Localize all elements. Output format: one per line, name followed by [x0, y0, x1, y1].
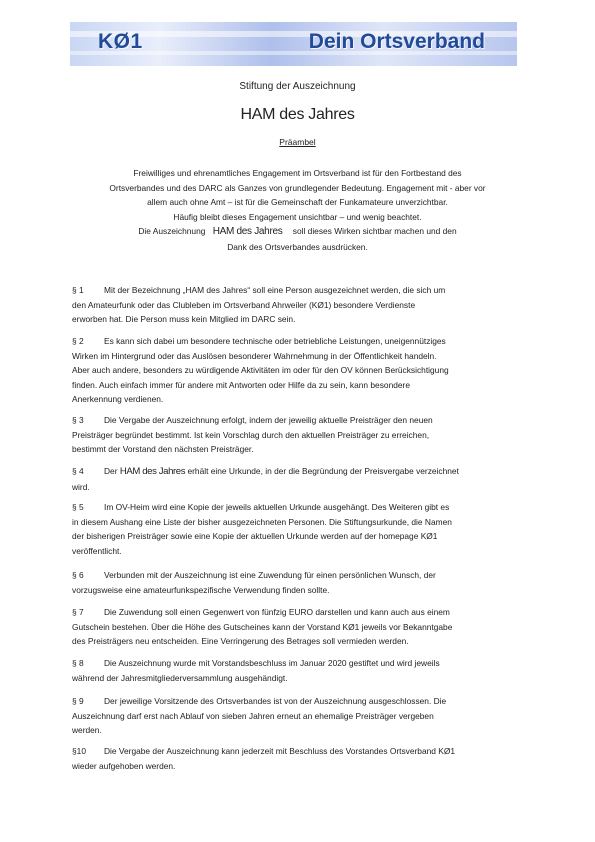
paragraph-number: § 1 [72, 285, 84, 295]
paragraph-text: Mit der Bezeichnung „HAM des Jahres“ soll eine Person ausgezeichnet werden, die sich um [104, 285, 446, 295]
paragraph-text: Die Vergabe der Auszeichnung kann jederzeit mit Beschluss des Vorstandes Ortsverband KØ1 [104, 746, 456, 756]
paragraph-text: Im OV-Heim wird eine Kopie der jeweils aktuellen Urkunde ausgehängt. Des Weiteren gibt es [104, 502, 450, 512]
paragraph-line [72, 334, 525, 349]
paragraph-2 [72, 334, 525, 407]
paragraph-line: des Preisträgers neu entscheiden. Eine Verringerung des Betrages soll vermieden werden. [72, 636, 409, 647]
preamble-award-title: HAM des Jahres [212, 226, 283, 238]
paragraph-text: Die Zuwendung soll einen Gegenwert von fünfzig EURO darstellen und kann auch aus einem [104, 607, 450, 617]
paragraph-line [72, 568, 525, 583]
paragraph-9 [72, 694, 525, 738]
paragraph-line: Anerkennung verdienen. [72, 394, 164, 405]
paragraph-line [72, 656, 525, 671]
paragraph-text: Die Auszeichnung wurde mit Vorstandsbeschluss im Januar 2020 gestiftet und wird jeweils [104, 658, 440, 668]
paragraph-4 [72, 464, 525, 494]
paragraph-3 [72, 413, 525, 457]
paragraph-line: erworben hat. Die Person muss kein Mitglied im DARC sein. [72, 314, 296, 325]
paragraph-line: Auszeichnung darf erst nach Ablauf von sieben Jahren erneut an ehemalige Preisträger vergeben [72, 710, 434, 721]
document-title: HAM des Jahres [240, 106, 355, 123]
paragraph-line: bestimmt der Vorstand den nächsten Preisträger. [72, 444, 254, 455]
paragraph-5 [72, 500, 525, 558]
paragraph-line [72, 744, 525, 759]
paragraph-text: erhält eine Urkunde, in der die Begründung der Preisvergabe verzeichnet [187, 466, 459, 476]
preamble [0, 166, 595, 255]
paragraph-8 [72, 656, 525, 685]
paragraph-line: werden. [72, 725, 102, 736]
banner-org-name: Dein Ortsverband [308, 30, 485, 53]
paragraph-line [72, 464, 525, 480]
paragraph-text: Der [104, 466, 118, 476]
paragraph-number: § 6 [72, 570, 84, 580]
preamble-line: Freiwilliges und ehrenamtliches Engagement im Ortsverband ist für den Fortbestand des [133, 168, 462, 178]
paragraph-number: § 2 [72, 336, 84, 346]
paragraph-line: während der Jahresmitgliederversammlung ausgehändigt. [72, 672, 288, 683]
paragraph-text: Verbunden mit der Auszeichnung ist eine Zuwendung für einen persönlichen Wunsch, der [104, 570, 436, 580]
preamble-line: Ortsverbandes und des DARC als Ganzes von grundlegender Bedeutung. Engagement mit - aber vor [109, 182, 486, 193]
preamble-line: allem auch ohne Amt – ist für die Gemeinschaft der Funkamateure unverzichtbar. [147, 197, 448, 208]
banner-callsign: KØ1 [98, 30, 143, 53]
preamble-heading: Präambel [279, 137, 316, 147]
paragraph-line: Gutschein bestehen. Über die Höhe des Gutscheines kann der Vorstand KØ1 jeweils vor Bekanntgabe [72, 621, 453, 632]
paragraph-line: veröffentlicht. [72, 545, 122, 556]
paragraph-line: in diesem Aushang eine Liste der bisher ausgezeichneten Personen. Die Stiftungsurkunde, die Namen [72, 516, 452, 527]
paragraph-line [72, 694, 525, 709]
paragraph-line: Aber auch andere, besonders zu würdigende Aktivitäten im oder für den OV können Berücksichtigung [72, 365, 449, 376]
paragraph-line [72, 605, 525, 620]
paragraph-text: Die Vergabe der Auszeichnung erfolgt, indem der jeweilig aktuelle Preisträger den neuen [104, 415, 433, 425]
header-banner [70, 22, 517, 66]
paragraph-line: Wirken im Hintergrund oder das Auslösen besonderer Wahrnehmung in der Öffentlichkeit handeln. [72, 350, 437, 361]
paragraph-line [72, 413, 525, 428]
paragraph-line: finden. Auch einfach immer für andere mit Antworten oder Hilfe da zu sein, kann besondere [72, 379, 410, 390]
paragraph-7 [72, 605, 525, 649]
preamble-line: Dank des Ortsverbandes ausdrücken. [227, 241, 368, 252]
preamble-text: Die Auszeichnung [138, 226, 206, 237]
preamble-text: soll dieses Wirken sichtbar machen und den [292, 226, 457, 237]
document-subtitle: Stiftung der Auszeichnung [239, 81, 356, 92]
paragraph-number: § 9 [72, 696, 84, 706]
paragraph-number: § 4 [72, 466, 84, 476]
paragraph-line: wieder aufgehoben werden. [72, 760, 176, 771]
paragraph-number: § 3 [72, 415, 84, 425]
paragraph-line [72, 500, 525, 515]
paragraph-6 [72, 568, 525, 597]
paragraph-number: §10 [72, 746, 86, 756]
paragraph-10 [72, 744, 525, 773]
paragraph-line: vorzugsweise eine amateurfunkspezifische Verwendung finden sollte. [72, 584, 330, 595]
paragraph-number: § 8 [72, 658, 84, 668]
paragraph-number: § 7 [72, 607, 84, 617]
paragraph-line: den Amateurfunk oder das Clubleben im Ortsverband Ahrweiler (KØ1) besondere Verdienste [72, 299, 416, 310]
paragraph-line: wird. [72, 481, 90, 492]
paragraph-text: Der jeweilige Vorsitzende des Ortsverbandes ist von der Auszeichnung ausgeschlossen. Die [104, 696, 447, 706]
paragraph-text: Es kann sich dabei um besondere technische oder betriebliche Leistungen, uneigennütziges [104, 336, 446, 346]
paragraph-line [72, 283, 525, 298]
paragraph-line: Preisträger begründet bestimmt. Ist kein Vorschlag durch den aktuellen Preisträger zu erreichen, [72, 429, 430, 440]
preamble-line: Häufig bleibt dieses Engagement unsichtbar – und wenig beachtet. [173, 211, 422, 222]
preamble-line [0, 224, 595, 240]
paragraph-number: § 5 [72, 502, 84, 512]
paragraph-1 [72, 283, 525, 327]
paragraph-award-title: HAM des Jahres [119, 466, 186, 477]
paragraph-line: der bisherigen Preisträger sowie eine Kopie der aktuellen Urkunde werden auf der homepage KØ1 [72, 531, 438, 542]
